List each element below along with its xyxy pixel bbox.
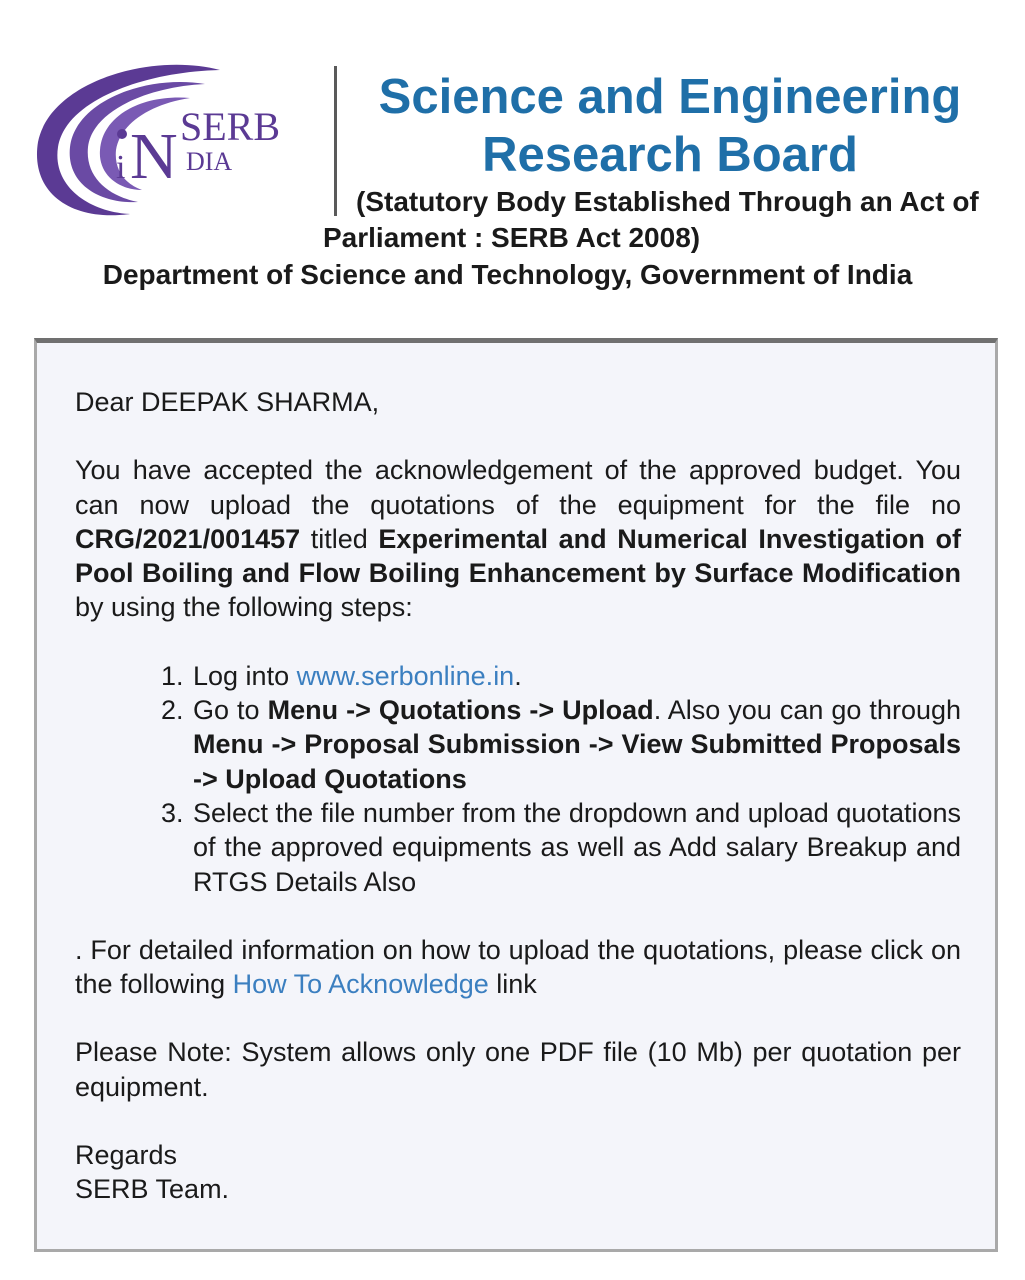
department-line: Department of Science and Technology, Government of India xyxy=(102,259,913,290)
step-3-number: 3. xyxy=(161,797,184,828)
serbonline-link[interactable]: www.serbonline.in xyxy=(296,660,515,691)
logo-dia-text: DIA xyxy=(186,147,233,176)
step-1-text-before: Log into xyxy=(193,660,297,691)
how-to-acknowledge-link[interactable]: How To Acknowledge xyxy=(232,969,489,1000)
info-text-2: link xyxy=(488,969,537,1000)
step-2-menu-path-1: Menu -> Quotations -> Upload xyxy=(267,695,654,726)
step-1 xyxy=(161,659,961,693)
intro-paragraph xyxy=(75,453,961,624)
note-paragraph: Please Note: System allows only one PDF file (10 Mb) per quotation per equipment. xyxy=(75,1037,961,1102)
step-3 xyxy=(161,796,961,899)
subtitle-line-1: (Statutory Body Established Through an Act of xyxy=(356,186,979,217)
info-text-1: . For detailed information on how to upload the quotations, please click on the following xyxy=(75,934,961,1000)
intro-text-3: by using the following steps: xyxy=(75,592,413,623)
svg-text:N: N xyxy=(130,120,178,193)
email-card xyxy=(34,338,998,1252)
step-1-number: 1. xyxy=(161,660,184,691)
title-line-1: Science and Engineering xyxy=(378,70,962,124)
page-title xyxy=(350,68,990,184)
logo-serb-text: SERB xyxy=(180,104,281,149)
step-2 xyxy=(161,693,961,796)
step-1-text-after: . xyxy=(514,660,522,691)
step-2-text-1: Go to xyxy=(193,695,268,726)
file-number: CRG/2021/001457 xyxy=(75,523,301,554)
intro-text-2: titled xyxy=(300,523,379,554)
intro-text-1: You have accepted the acknowledgement of the approved budget. You can now upload the quotations of the equipment for the file no xyxy=(75,455,961,520)
email-body xyxy=(75,385,961,1207)
step-2-menu-path-2: Menu -> Proposal Submission -> View Submitted Proposals -> Upload Quotations xyxy=(193,729,961,794)
title-line-2: Research Board xyxy=(482,128,858,182)
svg-text:i: i xyxy=(116,149,126,186)
step-3-text: Select the file number from the dropdown and upload quotations of the approved equipments as well as Add salary Breakup and RTGS Details Also xyxy=(193,797,961,897)
regards: Regards xyxy=(75,1140,178,1171)
steps-list xyxy=(161,659,961,899)
step-2-number: 2. xyxy=(161,695,184,726)
subtitle-line-2: Parliament : SERB Act 2008) xyxy=(323,222,701,253)
info-paragraph xyxy=(75,933,961,1002)
step-2-text-2: . Also you can go through xyxy=(653,695,962,726)
project-title: Experimental and Numerical Investigation of Pool Boiling and Flow Boiling Enhancement by Surface Modification xyxy=(75,523,961,589)
greeting: Dear DEEPAK SHARMA, xyxy=(75,387,380,417)
signature: SERB Team. xyxy=(75,1174,230,1205)
